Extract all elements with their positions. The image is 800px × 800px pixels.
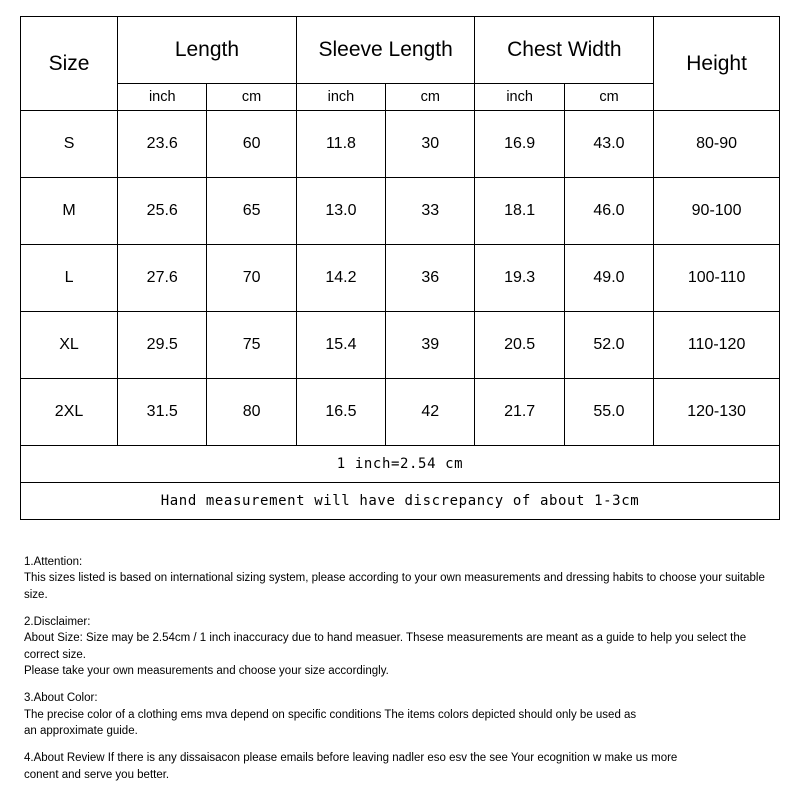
note-line: 4.About Review If there is any dissaisacon please emails before leaving nadler eso esv the see Your ecognition w make us more <box>24 752 678 765</box>
cell-sleeve-inch: 15.4 <box>296 312 385 379</box>
cell-height-cm: 90-100 <box>654 178 780 245</box>
cell-size: M <box>21 178 118 245</box>
header-unit-sleeve-inch: inch <box>296 84 385 111</box>
notes-section <box>24 554 776 783</box>
note-line: Please take your own measurements and choose your size accordingly. <box>24 664 389 677</box>
table-row <box>21 379 780 446</box>
cell-chest-cm: 49.0 <box>564 245 653 312</box>
header-unit-sleeve-cm: cm <box>386 84 475 111</box>
cell-size: XL <box>21 312 118 379</box>
cell-chest-inch: 20.5 <box>475 312 564 379</box>
cell-size: S <box>21 111 118 178</box>
note-line: The precise color of a clothing ems mva depend on specific conditions The items colors depicted should only be used as <box>24 708 637 721</box>
cell-sleeve-inch: 13.0 <box>296 178 385 245</box>
header-length: Length <box>118 17 297 84</box>
cell-chest-inch: 16.9 <box>475 111 564 178</box>
conversion-note: 1 inch=2.54 cm <box>21 446 780 483</box>
cell-sleeve-cm: 33 <box>386 178 475 245</box>
table-row <box>21 312 780 379</box>
cell-sleeve-cm: 30 <box>386 111 475 178</box>
note-line: This sizes listed is based on international sizing system, please according to your own measurements and dressing habits to choose your suitable size. <box>24 572 765 601</box>
table-row <box>21 245 780 312</box>
cell-length-cm: 65 <box>207 178 296 245</box>
cell-chest-cm: 55.0 <box>564 379 653 446</box>
cell-size: 2XL <box>21 379 118 446</box>
note-block-disclaimer <box>24 614 776 679</box>
cell-length-inch: 23.6 <box>118 111 207 178</box>
note-block-review <box>24 750 776 783</box>
cell-length-inch: 31.5 <box>118 379 207 446</box>
discrepancy-note: Hand measurement will have discrepancy of about 1-3cm <box>21 483 780 520</box>
header-size: Size <box>21 17 118 111</box>
header-unit-chest-cm: cm <box>564 84 653 111</box>
table-header-main-row <box>21 17 780 84</box>
note-line: an approximate guide. <box>24 724 138 737</box>
table-footer-discrepancy-row <box>21 483 780 520</box>
cell-height-cm: 100-110 <box>654 245 780 312</box>
note-line: About Size: Size may be 2.54cm / 1 inch inaccuracy due to hand measuer. Thsese measurements are meant as a guide to help you select the correct size. <box>24 632 747 661</box>
cell-length-inch: 29.5 <box>118 312 207 379</box>
cell-height-cm: 80-90 <box>654 111 780 178</box>
note-block-attention <box>24 554 776 603</box>
header-unit-chest-inch: inch <box>475 84 564 111</box>
note-block-color <box>24 690 776 739</box>
cell-length-inch: 27.6 <box>118 245 207 312</box>
cell-chest-cm: 52.0 <box>564 312 653 379</box>
cell-sleeve-cm: 36 <box>386 245 475 312</box>
header-chest-width: Chest Width <box>475 17 654 84</box>
note-title: 1.Attention: <box>24 556 83 568</box>
cell-height-cm: 120-130 <box>654 379 780 446</box>
cell-length-cm: 75 <box>207 312 296 379</box>
note-title: 2.Disclaimer: <box>24 615 91 628</box>
header-unit-length-cm: cm <box>207 84 296 111</box>
cell-sleeve-inch: 14.2 <box>296 245 385 312</box>
cell-chest-inch: 19.3 <box>475 245 564 312</box>
cell-sleeve-cm: 42 <box>386 379 475 446</box>
cell-length-cm: 80 <box>207 379 296 446</box>
table-footer-conversion-row <box>21 446 780 483</box>
cell-length-cm: 70 <box>207 245 296 312</box>
cell-size: L <box>21 245 118 312</box>
table-row <box>21 178 780 245</box>
cell-length-inch: 25.6 <box>118 178 207 245</box>
cell-sleeve-inch: 11.8 <box>296 111 385 178</box>
cell-sleeve-cm: 39 <box>386 312 475 379</box>
cell-sleeve-inch: 16.5 <box>296 379 385 446</box>
cell-chest-cm: 43.0 <box>564 111 653 178</box>
header-height: Height <box>654 17 780 111</box>
cell-chest-cm: 46.0 <box>564 178 653 245</box>
header-sleeve-length: Sleeve Length <box>296 17 475 84</box>
note-title: 3.About Color: <box>24 692 98 705</box>
table-row <box>21 111 780 178</box>
note-line: conent and serve you better. <box>24 768 170 781</box>
header-unit-length-inch: inch <box>118 84 207 111</box>
size-chart-table <box>20 16 780 520</box>
cell-height-cm: 110-120 <box>654 312 780 379</box>
cell-length-cm: 60 <box>207 111 296 178</box>
cell-chest-inch: 18.1 <box>475 178 564 245</box>
cell-chest-inch: 21.7 <box>475 379 564 446</box>
